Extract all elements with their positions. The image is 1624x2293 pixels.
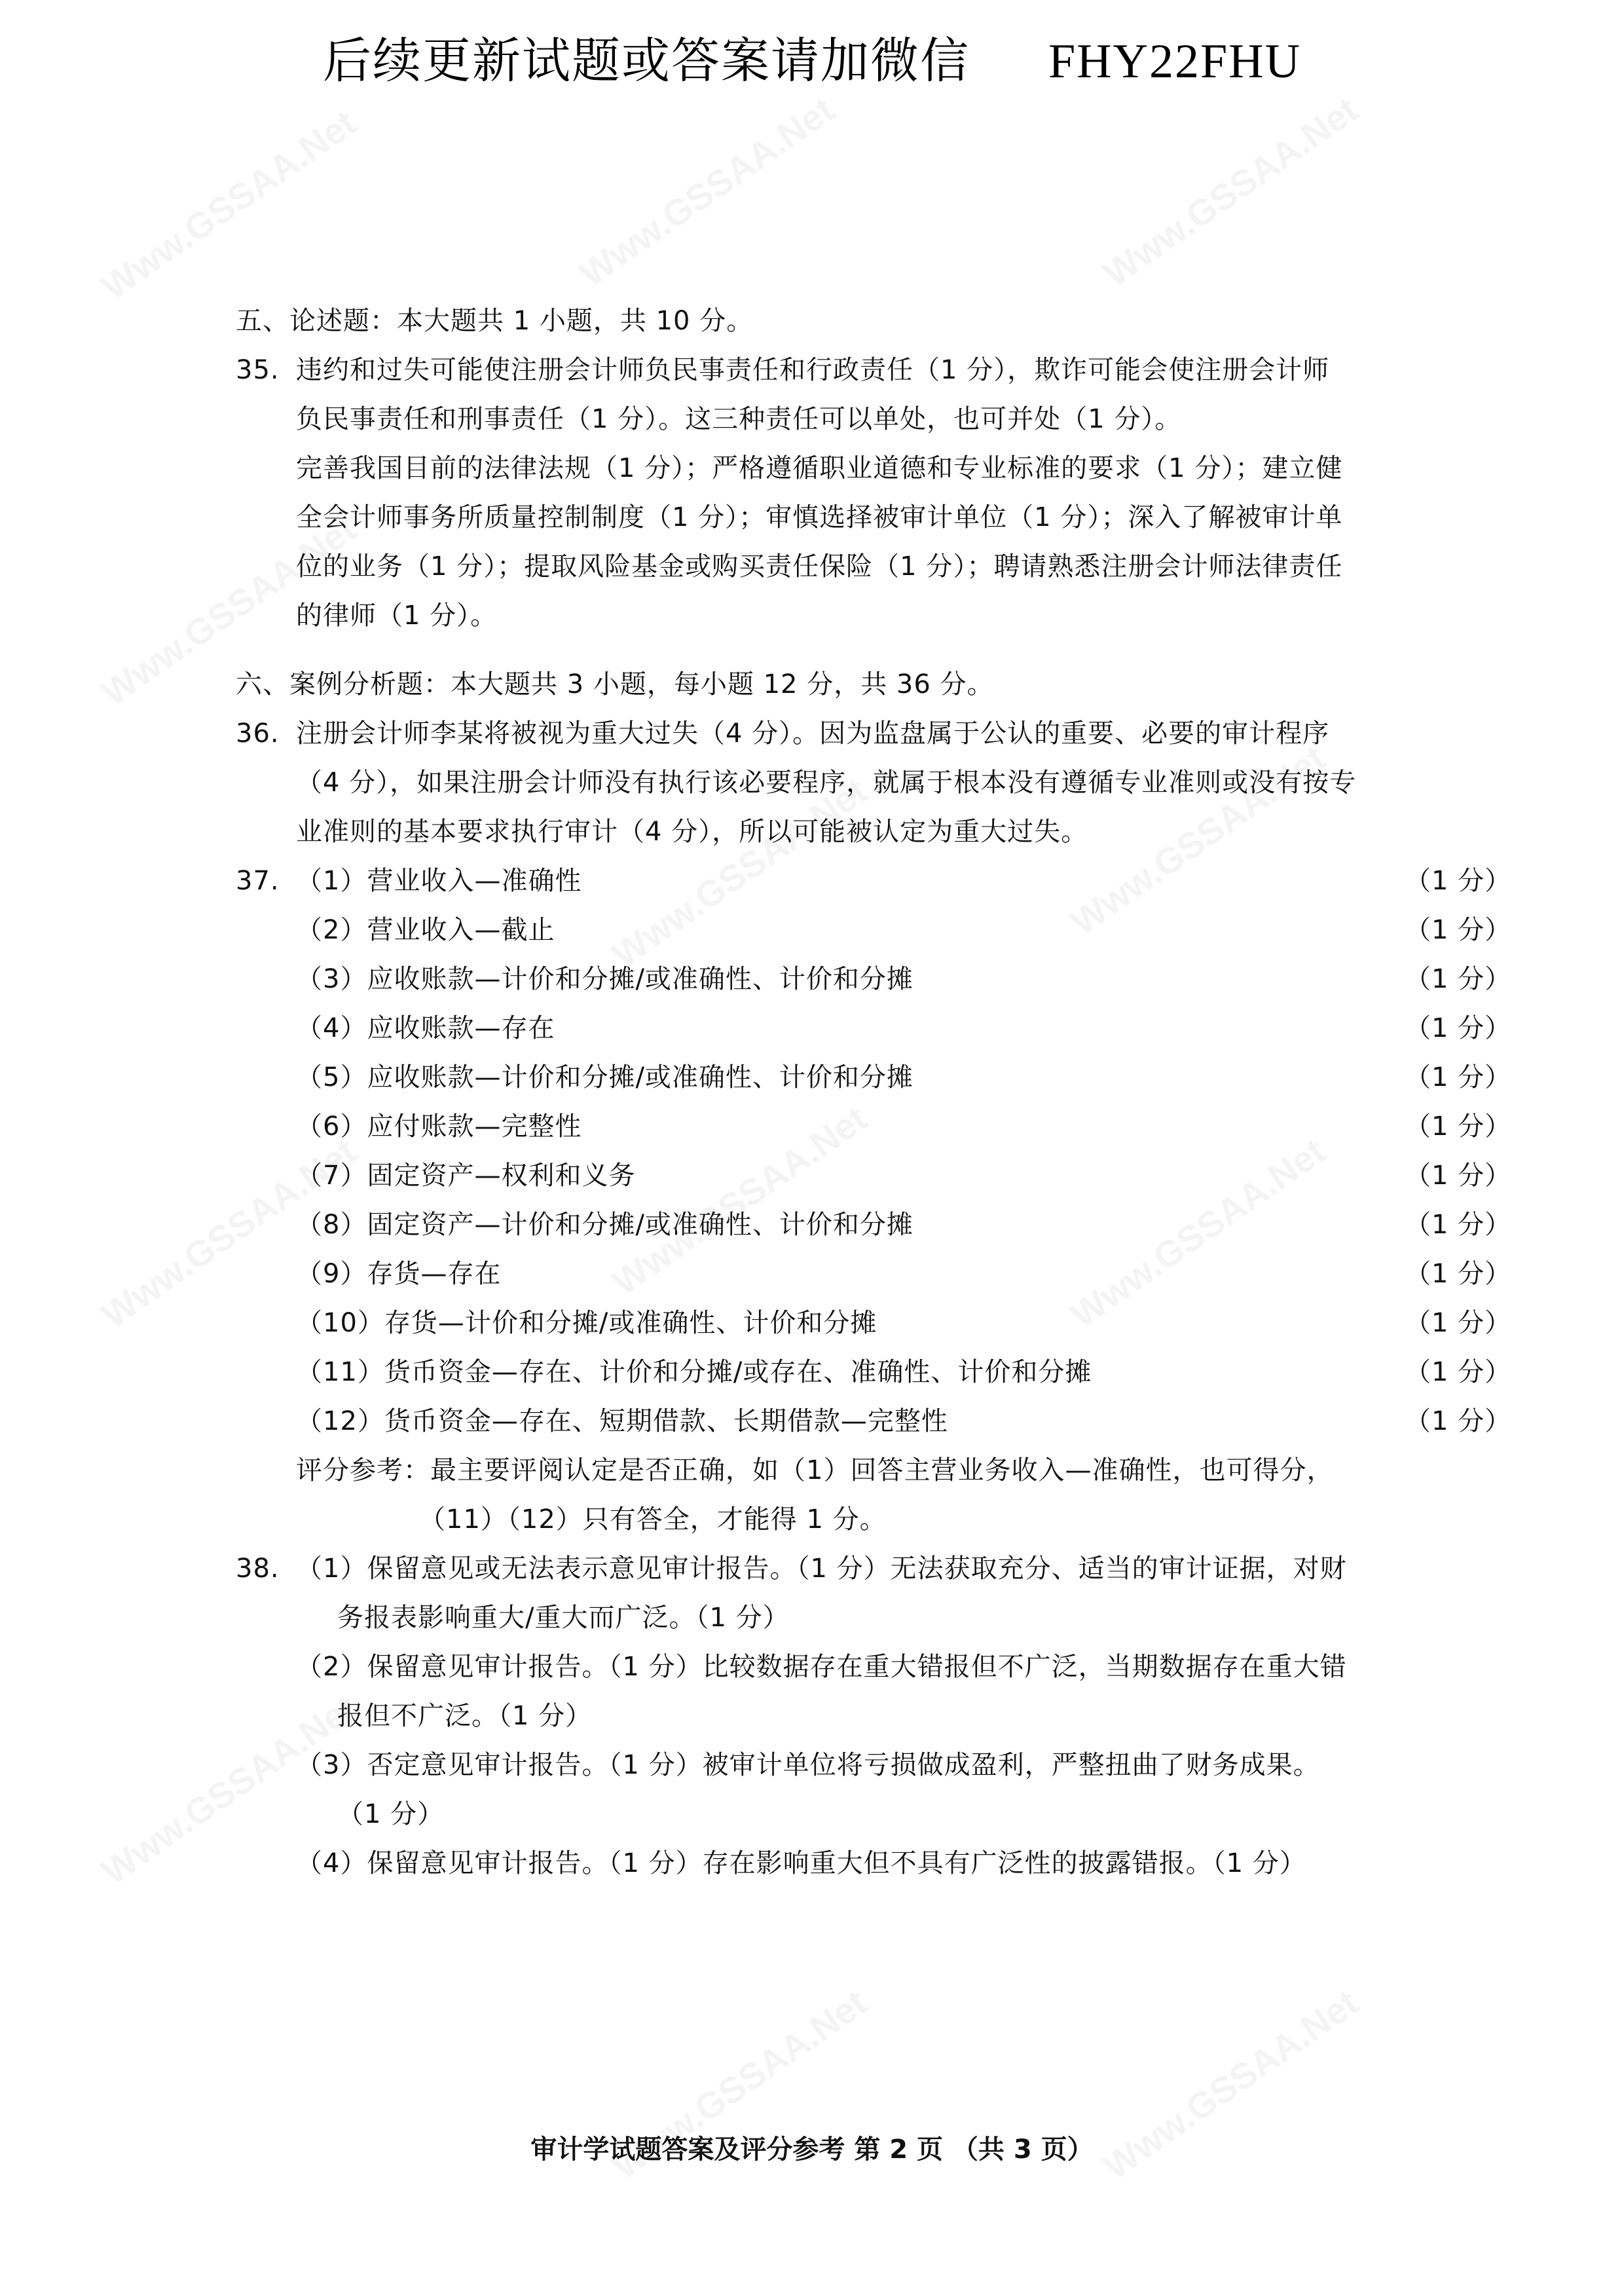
score: （1 分） bbox=[1405, 1111, 1512, 1142]
question-35-line: 位的业务（1 分）；提取风险基金或购买责任保险（1 分）；聘请熟悉注册会计师法律责任 bbox=[296, 551, 1343, 582]
grading-note: （11）（12）只有答全，才能得 1 分。 bbox=[419, 1504, 887, 1535]
score: （1 分） bbox=[1405, 1161, 1512, 1191]
header-text: 后续更新试题或答案请加微信 bbox=[322, 33, 970, 89]
question-38-line: （2）保留意见审计报告。（1 分）比较数据存在重大错报但不广泛，当期数据存在重大错 bbox=[296, 1652, 1347, 1682]
score: （1 分） bbox=[1405, 964, 1512, 994]
question-37-item: （8）固定资产—计价和分摊/或准确性、计价和分摊 （1 分） bbox=[296, 1205, 1475, 1244]
score: （1 分） bbox=[1405, 1308, 1512, 1338]
question-37-item: （11）货币资金—存在、计价和分摊/或存在、准确性、计价和分摊 （1 分） bbox=[296, 1352, 1475, 1392]
score: （1 分） bbox=[1405, 1210, 1512, 1240]
page-footer: 审计学试题答案及评分参考 第 2 页 （共 3 页） bbox=[530, 2135, 1094, 2165]
watermark bbox=[94, 101, 364, 308]
question-number: 38. bbox=[236, 1554, 280, 1584]
question-38-line: 报但不广泛。（1 分） bbox=[337, 1701, 593, 1731]
question-37-item: （7）固定资产—权利和义务 （1 分） bbox=[296, 1156, 1475, 1195]
question-number: 36. bbox=[236, 718, 280, 749]
question-37-item: （5）应收账款—计价和分摊/或准确性、计价和分摊 （1 分） bbox=[296, 1058, 1475, 1097]
score: （1 分） bbox=[1405, 1013, 1512, 1043]
grading-note: 评分参考：最主要评阅认定是否正确，如（1）回答主营业务收入—准确性，也可得分， bbox=[296, 1455, 1334, 1485]
score: （1 分） bbox=[1405, 1062, 1512, 1092]
question-number: 37. bbox=[236, 866, 280, 896]
score: （1 分） bbox=[1405, 1357, 1512, 1387]
question-35-line: 完善我国目前的法律法规（1 分）；严格遵循职业道德和专业标准的要求（1 分）；建立健 bbox=[296, 453, 1343, 483]
question-37-item: （12）货币资金—存在、短期借款、长期借款—完整性 （1 分） bbox=[296, 1402, 1475, 1441]
question-36-line: 36. 注册会计师李某将被视为重大过失（4 分）。因为监盘属于公认的重要、必要的审计程序 bbox=[236, 714, 1329, 753]
question-37-item: （3）应收账款—计价和分摊/或准确性、计价和分摊 （1 分） bbox=[296, 960, 1475, 999]
question-37-item: （6）应付账款—完整性 （1 分） bbox=[296, 1107, 1475, 1146]
watermark bbox=[572, 88, 842, 295]
question-35-line: 负民事责任和刑事责任（1 分）。这三种责任可以单处，也可并处（1 分）。 bbox=[296, 404, 1182, 434]
question-38-line: 38. （1）保留意见或无法表示意见审计报告。（1 分）无法获取充分、适当的审计证据，对财 bbox=[236, 1549, 1347, 1588]
question-37-item: （2）营业收入—截止 （1 分） bbox=[296, 910, 1475, 950]
question-38-line: （4）保留意见审计报告。（1 分）存在影响重大但不具有广泛性的披露错报。（1 分） bbox=[296, 1848, 1306, 1878]
header-banner bbox=[0, 25, 1624, 98]
question-36-line: 业准则的基本要求执行审计（4 分），所以可能被认定为重大过失。 bbox=[296, 817, 1088, 847]
score: （1 分） bbox=[1405, 915, 1512, 945]
question-37-item: 37. （1）营业收入—准确性 （1 分） bbox=[236, 861, 1480, 901]
question-35-line: 的律师（1 分）。 bbox=[296, 601, 498, 631]
score: （1 分） bbox=[1405, 1259, 1512, 1289]
score: （1 分） bbox=[1405, 866, 1512, 896]
question-38-line: （1 分） bbox=[337, 1799, 445, 1829]
question-35-line: 全会计师事务所质量控制制度（1 分）；审慎选择被审计单位（1 分）；深入了解被审计单 bbox=[296, 502, 1343, 532]
section-title: 五、论述题：本大题共 1 小题，共 10 分。 bbox=[236, 306, 754, 336]
score: （1 分） bbox=[1405, 1406, 1512, 1436]
question-37-item: （10）存货—计价和分摊/或准确性、计价和分摊 （1 分） bbox=[296, 1303, 1475, 1343]
wechat-id: FHY22FHU bbox=[1048, 35, 1302, 88]
question-36-line: （4 分），如果注册会计师没有执行该必要程序，就属于根本没有遵循专业准则或没有按专 bbox=[296, 768, 1357, 798]
question-number: 35. bbox=[236, 355, 280, 385]
question-38-line: （3）否定意见审计报告。（1 分）被审计单位将亏损做成盈利，严整扭曲了财务成果。 bbox=[296, 1750, 1320, 1780]
section-title: 六、案例分析题：本大题共 3 小题，每小题 12 分，共 36 分。 bbox=[236, 669, 994, 699]
question-38-line: 务报表影响重大/重大而广泛。（1 分） bbox=[337, 1603, 790, 1633]
question-37-item: （9）存货—存在 （1 分） bbox=[296, 1254, 1475, 1294]
question-37-item: （4）应收账款—存在 （1 分） bbox=[296, 1009, 1475, 1048]
watermark bbox=[1096, 88, 1366, 295]
question-35-line: 35. 违约和过失可能使注册会计师负民事责任和行政责任（1 分），欺诈可能会使注册会计师 bbox=[236, 350, 1329, 390]
